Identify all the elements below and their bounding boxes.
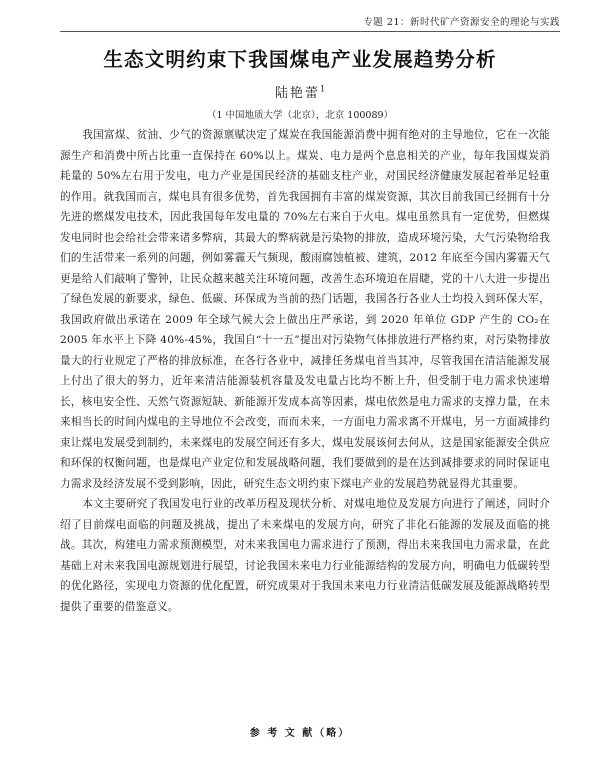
article-title: 生态文明约束下我国煤电产业发展趋势分析 xyxy=(103,48,497,71)
body-paragraph-2: 本文主要研究了我国发电行业的改革历程及现状分析、对煤电地位及发展方向进行了阐述，同时介绍了目前煤电面临的问题及挑战，提出了未来煤电的发展方向，研究了非化石能源的发展及面临的挑战。其次，构建电力需求预测模型，对未来我国电力需求进行了预测，得出未来我国电力需求量，在此基础上对未来我国电源规划进行展望，讨论我国未来电力行业能源结构的发展方向，明确电力低碳转型的优化路径，实现电力资源的优化配置，研究成果对于我国未来电力行业清洁低碳发展及能源战略转型提供了重要的借鉴意义。 xyxy=(60,498,550,613)
header-divider xyxy=(60,31,560,32)
article-body xyxy=(60,125,550,617)
author-line xyxy=(0,82,600,101)
body-paragraph-1: 我国富煤、贫油、少气的资源禀赋决定了煤炭在我国能源消费中拥有绝对的主导地位，它在一次能源生产和消费中所占比重一直保持在 60%以上。煤炭、电力是两个息息相关的产业，每年我国煤炭消耗量的 50%左右用于发电，电力产业是国民经济的基础支柱产业，对国民经济健康发展起着举足轻重的作用。就我国而言，煤电具有很多优势，首先我国拥有丰富的煤炭资源，其次目前我国已经拥有十分先进的燃煤发电技术，因此我国每年发电量的 70%左右来自于火电。煤电虽然具有一定优势，但燃煤发电同时也会给社会带来诸多弊病，其最大的弊病就是污染物的排放，造成环境污染，大气污染物给我们的生活带来一系列的问题，例如雾霾天气频现，酸雨腐蚀植被、建筑，2012 年底至今国内雾霾天气更是给人们敲响了警钟，让民众越来越关注环境问题，改善生态环境迫在眉睫，党的十八大进一步提出了绿色发展的新要求，绿色、低碳、环保成为当前的热门话题，我国各行各业人士均投入到环保大军，我国政府做出承诺在 2009 年全球气候大会上做出庄严承诺，到 2020 年单位 GDP 产生的 CO₂在 2005 年水平上下降 40%-45%，我国自“十一五”提出对污染物气体排放进行严格约束，对污染物排放量大的行业规定了严格的排放标准，在各行各业中，减排任务煤电首当其冲，尽管我国在清洁能源发展上付出了很大的努力，近年来清洁能源装机容量及发电量占比均不断上升，但受制于电力需求快速增长，核电安全性、天然气资源短缺、新能源开发成本高等因素，煤电依然是电力需求的支撑力量，在未来相当长的时间内煤电的主导地位不会改变，而而未来，一方面电力需求离不开煤电，另一方面减排约束让煤电发展受到制约，未来煤电的发展空间还有多大，煤电发展该何去何从，这是国家能源安全供应和环保的权衡问题，也是煤电产业定位和发展战略问题，我们要做到的是在达到减排要求的同时保证电力需求及经济发展不受到影响，因此，研究生态文明约束下煤电产业的发展趋势就显得尤其重要。 xyxy=(60,129,550,490)
author-affiliation-mark: 1 xyxy=(319,84,326,94)
running-header: 专题 21：新时代矿产资源安全的理论与实践 xyxy=(363,17,560,28)
author-name: 陆艳蕾 xyxy=(274,86,320,101)
references-heading: 参 考 文 献（略） xyxy=(249,728,351,739)
affiliation: （1 中国地质大学（北京），北京 100089） xyxy=(206,110,394,121)
